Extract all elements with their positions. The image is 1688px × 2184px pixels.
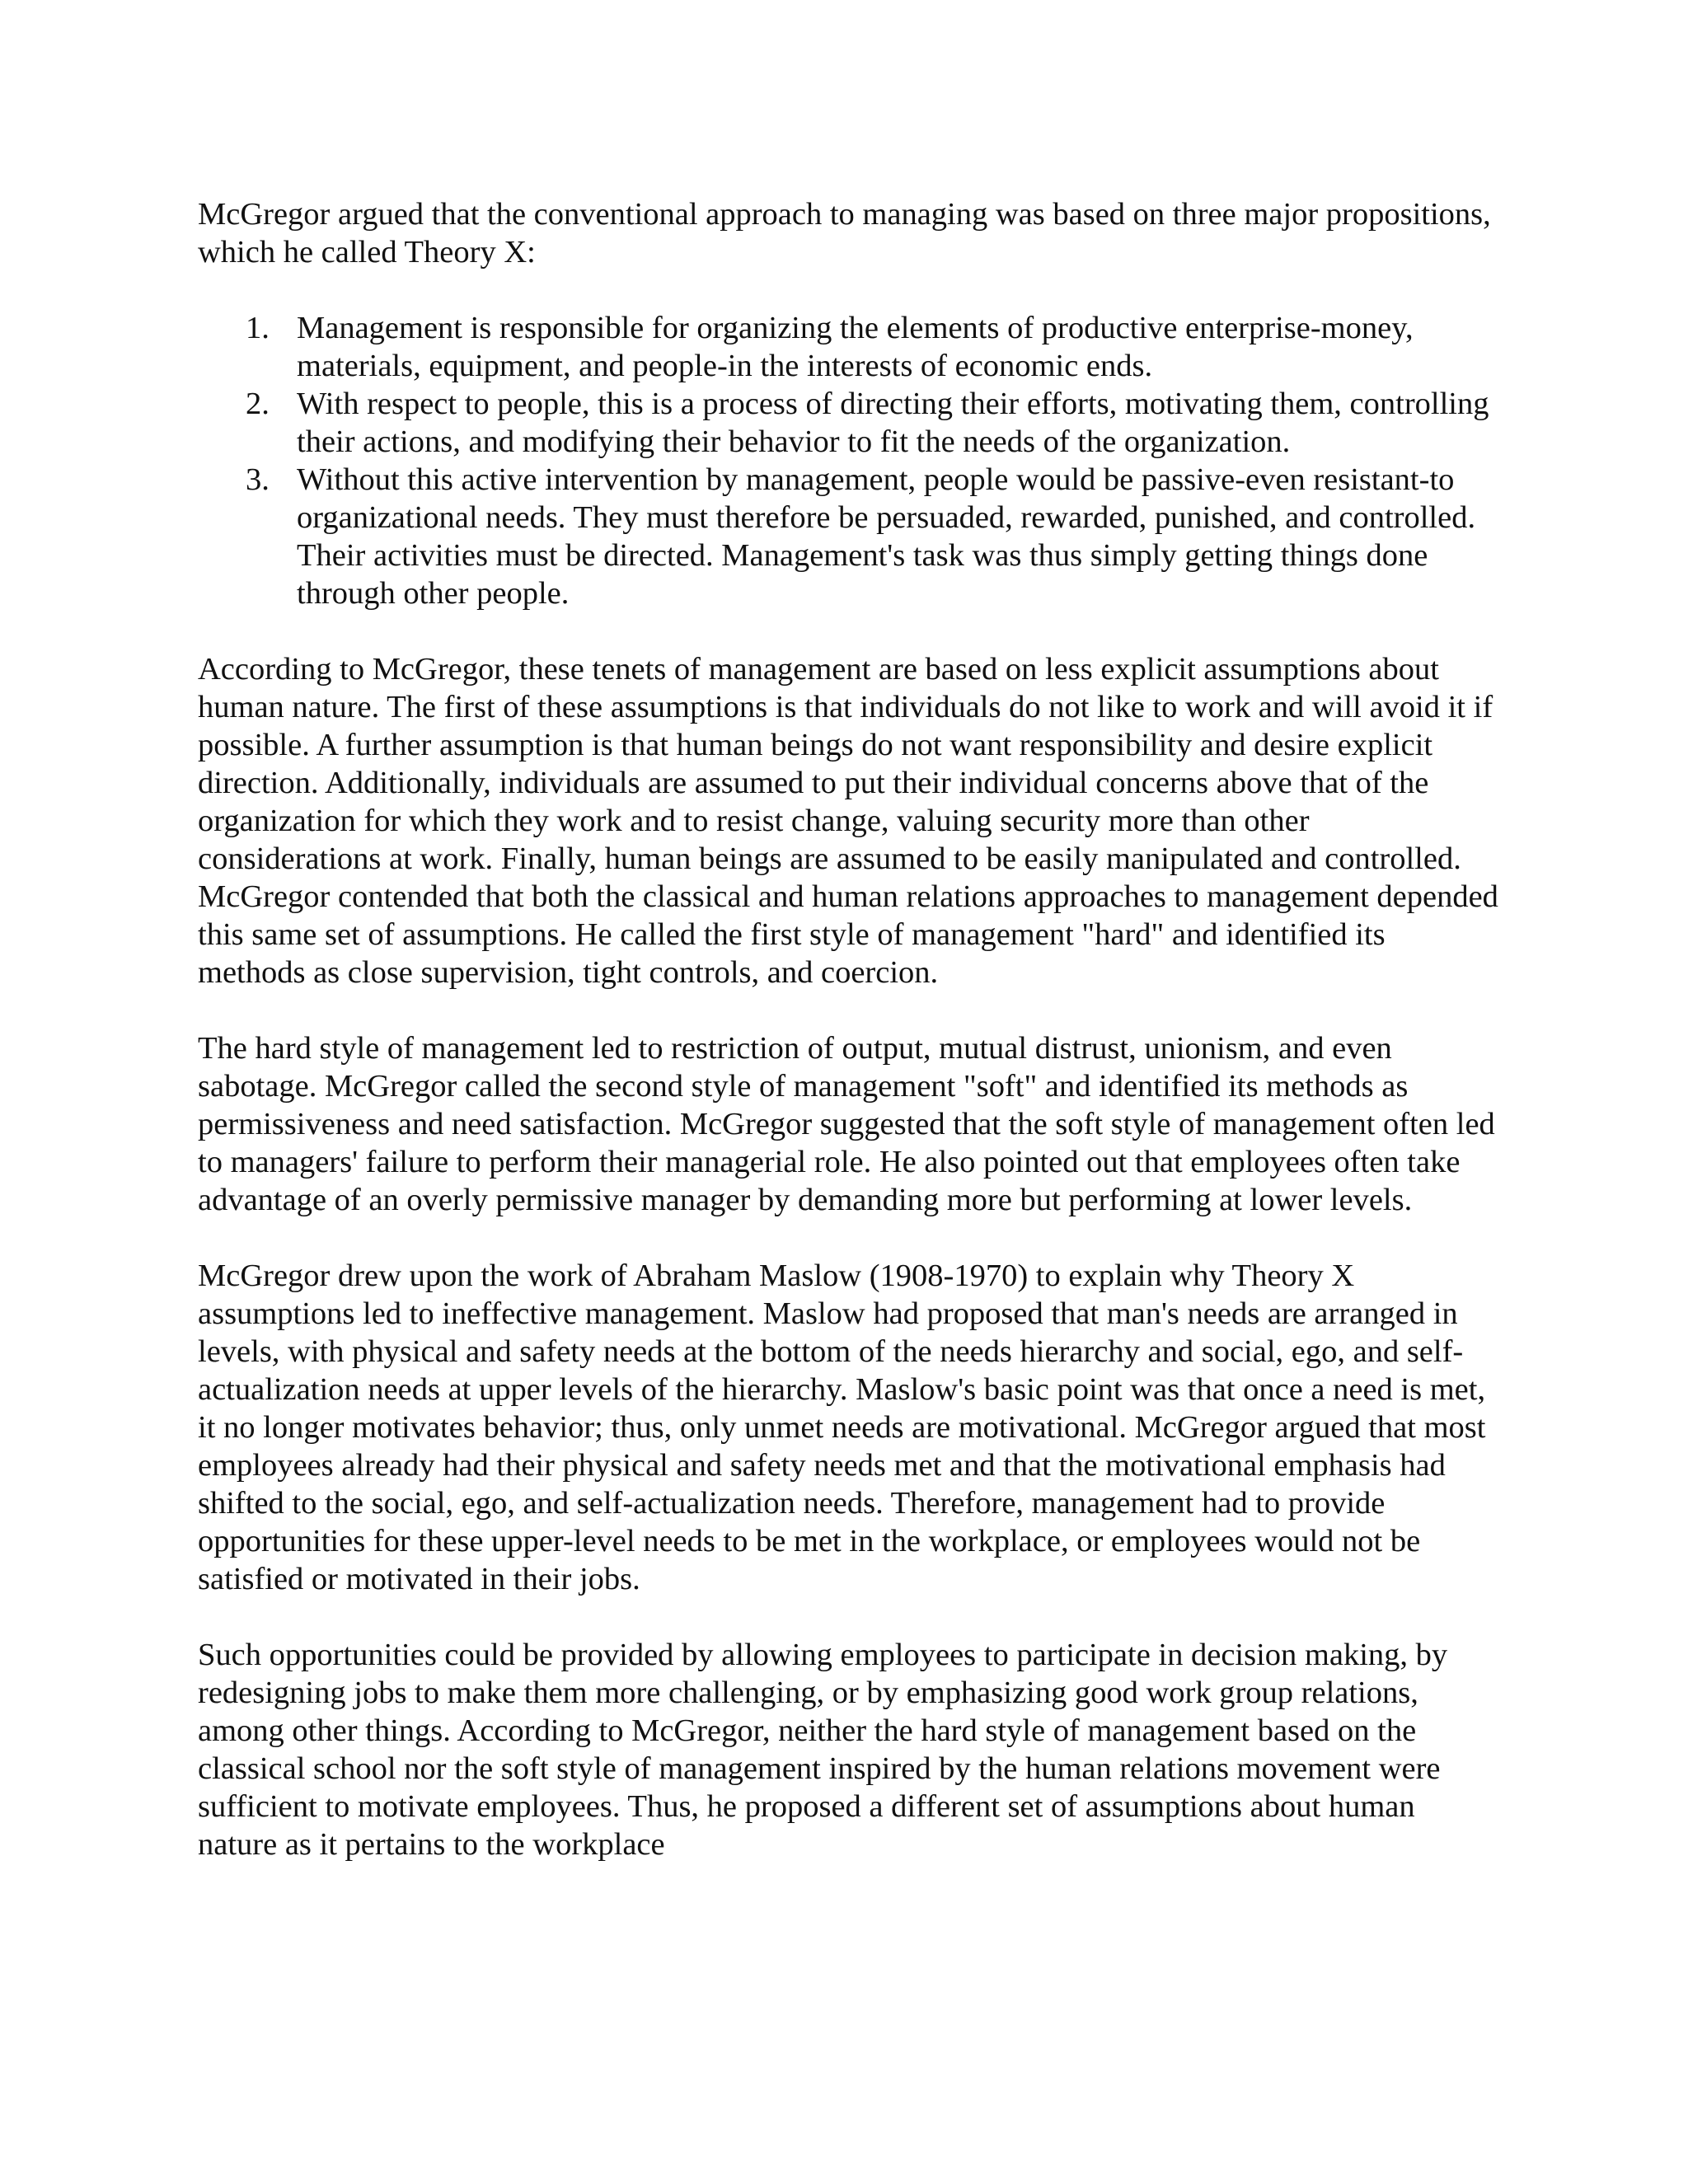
- proposition-text: Management is responsible for organizing the elements of productive enterprise-money, materials, equipment, and people-in the interests of economic ends.: [297, 311, 1414, 383]
- proposition-item-1: [198, 309, 1500, 385]
- body-paragraph-opportunities: Such opportunities could be provided by allowing employees to participate in decision making, by redesigning jobs to make them more challenging, or by emphasizing good work group relations, among other things. According to McGregor, neither the hard style of management based on the classical school nor the soft style of management inspired by the human relations movement were sufficient to motivate employees. Thus, he proposed a different set of assumptions about human nature as it pertains to the workplace: [198, 1638, 1448, 1862]
- body-paragraph-maslow: McGregor drew upon the work of Abraham Maslow (1908-1970) to explain why Theory X assumptions led to ineffective management. Maslow had proposed that man's needs are arranged in levels, with physical and safety needs at the bottom of the needs hierarchy and social, ego, and self-actualization needs at upper levels of the hierarchy. Maslow's basic point was that once a need is met, it no longer motivates behavior; thus, only unmet needs are motivational. McGregor argued that most employees already had their physical and safety needs met and that the motivational emphasis had shifted to the social, ego, and self-actualization needs. Therefore, management had to provide opportunities for these upper-level needs to be met in the workplace, or employees would not be satisfied or motivated in their jobs.: [198, 1258, 1486, 1596]
- body-paragraph-hard-soft-style: The hard style of management led to restriction of output, mutual distrust, unionism, and even sabotage. McGregor called the second style of management "soft" and identified its methods as permissiveness and need satisfaction. McGregor suggested that the soft style of management often led to managers' failure to perform their managerial role. He also pointed out that employees often take advantage of an overly permissive manager by demanding more but performing at lower levels.: [198, 1031, 1495, 1217]
- body-paragraph-assumptions: According to McGregor, these tenets of management are based on less explicit assumptions about human nature. The first of these assumptions is that individuals do not like to work and will avoid it if possible. A further assumption is that human beings do not want responsibility and desire explicit direction. Additionally, individuals are assumed to put their individual concerns above that of the organization for which they work and to resist change, valuing security more than other considerations at work. Finally, human beings are assumed to be easily manipulated and controlled. McGregor contended that both the classical and human relations approaches to management depended this same set of assumptions. He called the first style of management "hard" and identified its methods as close supervision, tight controls, and coercion.: [198, 652, 1498, 990]
- proposition-text: Without this active intervention by management, people would be passive-even resistant-to organizational needs. They must therefore be persuaded, rewarded, punished, and controlled. Their activities must be directed. Management's task was thus simply getting things done through other people.: [297, 462, 1476, 611]
- proposition-item-2: [198, 385, 1500, 461]
- proposition-number: 1.: [246, 311, 270, 345]
- proposition-number: 3.: [246, 462, 270, 497]
- document-body: [198, 195, 1500, 1901]
- intro-paragraph: McGregor argued that the conventional approach to managing was based on three major propositions, which he called Theory X:: [198, 197, 1491, 269]
- proposition-item-3: [198, 461, 1500, 612]
- proposition-number: 2.: [246, 387, 270, 421]
- theory-x-propositions-list: [198, 309, 1500, 612]
- proposition-text: With respect to people, this is a process of directing their efforts, motivating them, controlling their actions, and modifying their behavior to fit the needs of the organization.: [297, 387, 1489, 459]
